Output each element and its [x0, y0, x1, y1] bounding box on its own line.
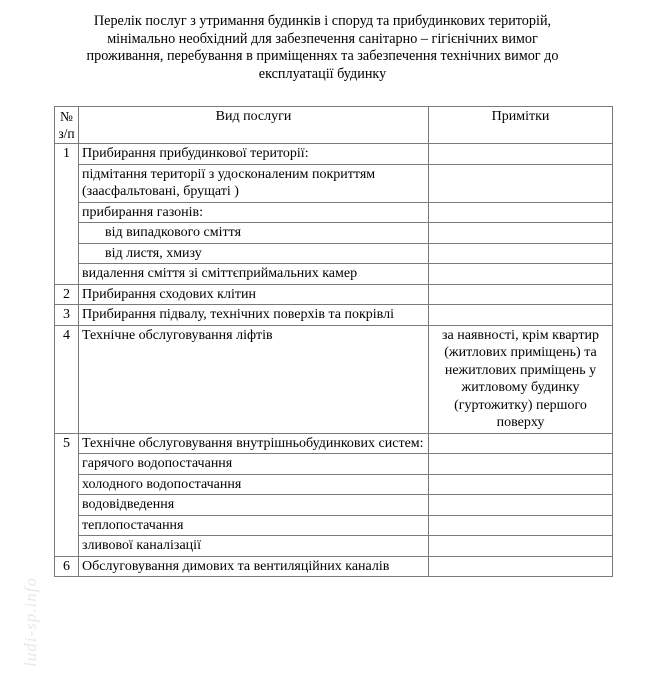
note-cell: [429, 264, 613, 285]
table-header-row: [55, 107, 613, 144]
watermark: ludi-sp.info: [20, 577, 40, 667]
note-cell: [429, 144, 613, 165]
table-row: [55, 223, 613, 244]
note-cell: [429, 515, 613, 536]
service-cell: Технічне обслуговування ліфтів: [79, 325, 429, 433]
note-cell: [429, 495, 613, 516]
document-title: [40, 13, 605, 83]
header-service: Вид послуги: [79, 107, 429, 144]
row-number: 3: [55, 305, 79, 326]
table-row: [55, 202, 613, 223]
service-cell: від листя, хмизу: [79, 243, 429, 264]
table-row: [55, 536, 613, 557]
service-cell: Прибирання прибудинкової території:: [79, 144, 429, 165]
service-cell: Прибирання підвалу, технічних поверхів та покрівлі: [79, 305, 429, 326]
service-cell: прибирання газонів:: [79, 202, 429, 223]
service-cell: підмітання території з удосконаленим покриттям (заасфальтовані, брущаті ): [79, 164, 429, 202]
header-notes: Примітки: [429, 107, 613, 144]
table-row: [55, 556, 613, 577]
service-cell: Обслуговування димових та вентиляційних каналів: [79, 556, 429, 577]
note-cell: [429, 474, 613, 495]
service-cell: зливової каналізації: [79, 536, 429, 557]
service-cell: теплопостачання: [79, 515, 429, 536]
note-cell: [429, 305, 613, 326]
table-row: [55, 284, 613, 305]
note-cell: [429, 243, 613, 264]
service-cell: від випадкового сміття: [79, 223, 429, 244]
table-row: [55, 243, 613, 264]
table-row: [55, 495, 613, 516]
title-line-4: експлуатації будинку: [258, 65, 387, 82]
note-cell: [429, 164, 613, 202]
note-cell: [429, 284, 613, 305]
row-number: 4: [55, 325, 79, 433]
title-line-3: проживання, перебування в приміщеннях та забезпечення технічних вимог до: [86, 48, 559, 64]
table-row: [55, 433, 613, 454]
service-cell: гарячого водопостачання: [79, 454, 429, 475]
services-table: [54, 106, 613, 577]
title-line-1: Перелік послуг з утримання будинків і споруд та прибудинкових територій,: [93, 13, 552, 29]
table-row: [55, 305, 613, 326]
table-row: [55, 264, 613, 285]
note-cell: [429, 223, 613, 244]
row-number: 2: [55, 284, 79, 305]
note-cell: [429, 454, 613, 475]
row-number: 5: [55, 433, 79, 556]
note-cell: за наявності, крім квартир (житлових приміщень) та нежитлових приміщень у житловому будинку (гуртожитку) першого поверху: [429, 325, 613, 433]
table-row: [55, 515, 613, 536]
table-row: [55, 325, 613, 433]
header-number: № з/п: [55, 107, 79, 144]
row-number: 1: [55, 144, 79, 285]
table-row: [55, 144, 613, 165]
table-row: [55, 454, 613, 475]
note-cell: [429, 556, 613, 577]
note-cell: [429, 433, 613, 454]
note-cell: [429, 536, 613, 557]
table-row: [55, 474, 613, 495]
service-cell: Прибирання сходових клітин: [79, 284, 429, 305]
note-cell: [429, 202, 613, 223]
service-cell: Технічне обслуговування внутрішньобудинкових систем:: [79, 433, 429, 454]
service-cell: водовідведення: [79, 495, 429, 516]
title-line-2: мінімально необхідний для забезпечення санітарно – гігієнічних вимог: [107, 30, 538, 47]
row-number: 6: [55, 556, 79, 577]
table-row: [55, 164, 613, 202]
service-cell: холодного водопостачання: [79, 474, 429, 495]
service-cell: видалення сміття зі сміттєприймальних камер: [79, 264, 429, 285]
